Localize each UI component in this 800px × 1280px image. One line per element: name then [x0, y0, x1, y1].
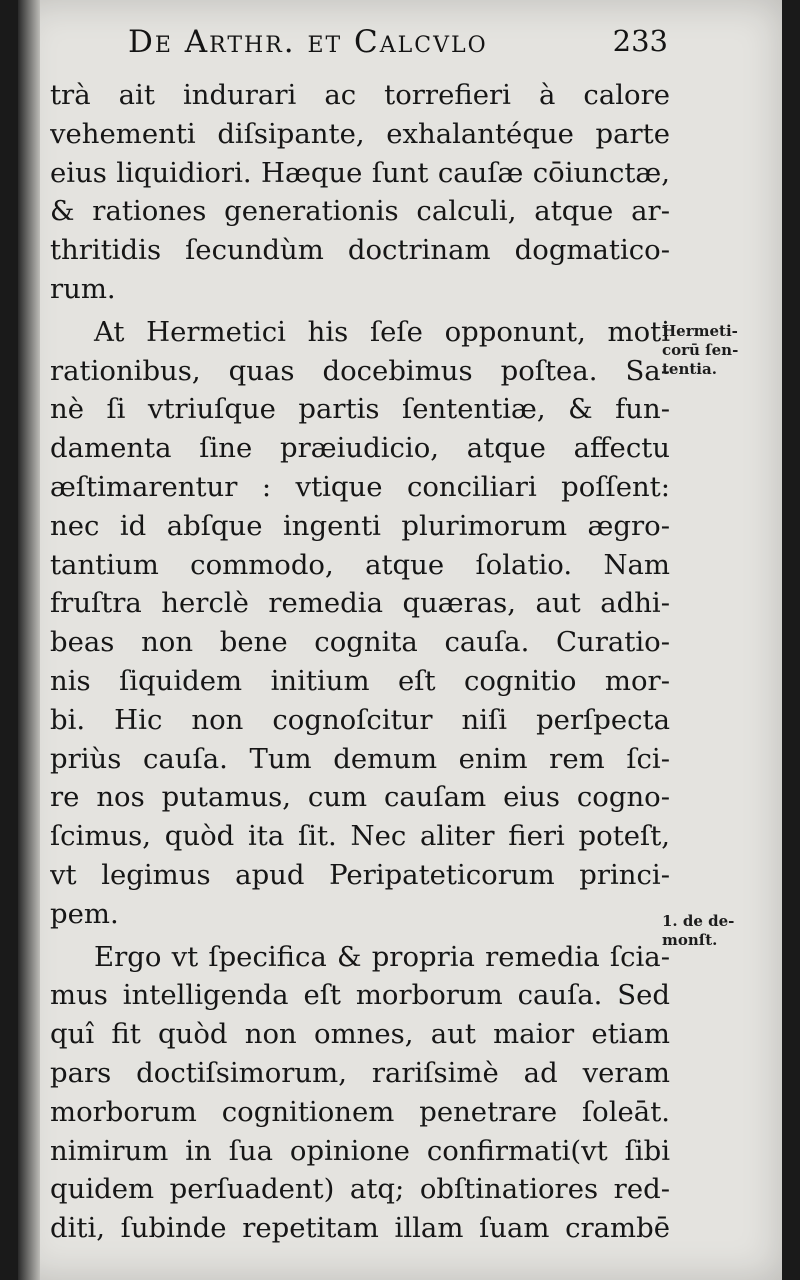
text-line: damenta ſine præiudicio, atque affectu [50, 432, 670, 465]
text-line: re nos putamus, cum cauſam eius cogno- [50, 781, 670, 814]
text-line: beas non bene cognita cauſa. Curatio- [50, 626, 670, 659]
text-line: nimirum in ſua opinione confirmati(vt ſibi [50, 1134, 670, 1167]
text-line: At Hermetici his ſeſe opponunt, moti [94, 315, 670, 348]
marginal-note-line: Hermeti- [662, 322, 738, 340]
text-line: æſtimarentur : vtique conciliari poſſent: [50, 470, 670, 503]
text-line: diti, ſubinde repetitam illam ſuam crambē [50, 1212, 670, 1245]
text-line: ſcimus, quòd ita ſit. Nec aliter fieri poteſt, [50, 820, 670, 853]
text-line: rationibus, quas docebimus poſtea. Sa- [50, 354, 670, 387]
marginal-note-line: monſt. [662, 931, 718, 949]
text-line: nec id abſque ingenti plurimorum ægro- [50, 509, 670, 542]
marginal-note-line: tentia. [662, 360, 717, 378]
running-title: De Arthr. et Calcvlo [128, 24, 488, 60]
text-line: rum. [50, 272, 116, 305]
text-line: pem. [50, 897, 119, 930]
marginal-note-line: 1. de de- [662, 912, 735, 930]
text-line: Ergo vt ſpecifica & propria remedia ſcia- [94, 940, 670, 973]
text-line: vehementi diſsipante, exhalantéque parte [50, 117, 670, 150]
text-line: tantium commodo, atque ſolatio. Nam [50, 548, 670, 581]
page-spine-shadow [18, 0, 40, 1280]
text-line: eius liquidiori. Hæque ſunt cauſæ cōiunctæ, [50, 156, 670, 189]
text-line: vt legimus apud Peripateticorum princi- [50, 858, 670, 891]
text-line: pars doctiſsimorum, rariſsimè ad veram [50, 1056, 670, 1089]
marginal-note-line: corū ſen- [662, 341, 739, 359]
marginal-note-hermetici [662, 322, 777, 379]
text-line: fruſtra herclè remedia quæras, aut adhi- [50, 587, 670, 620]
marginal-note-citation [662, 912, 777, 950]
text-line: bi. Hic non cognoſcitur niſi perſpecta [50, 703, 670, 736]
text-line: morborum cognitionem penetrare ſoleāt. [50, 1095, 670, 1128]
text-line: thritidis ſecundùm doctrinam dogmatico- [50, 234, 670, 267]
text-line: quî fit quòd non omnes, aut maior etiam [50, 1018, 670, 1051]
text-line: trà ait indurari ac torrefieri à calore [50, 79, 670, 111]
text-line: nè ſi vtriuſque partis ſententiæ, & fun- [50, 393, 670, 426]
page-header [128, 24, 668, 64]
text-line: priùs cauſa. Tum demum enim rem ſci- [50, 742, 670, 775]
text-body [50, 76, 670, 1248]
text-line: quidem perſuadent) atq; obſtinatiores red- [50, 1173, 670, 1206]
book-page [18, 0, 782, 1280]
page-number: 233 [612, 24, 668, 58]
text-line: & rationes generationis calculi, atque ar- [50, 195, 670, 228]
text-line: mus intelligenda eſt morborum cauſa. Sed [50, 979, 670, 1012]
text-line: nis ſiquidem initium eſt cognitio mor- [50, 664, 670, 697]
